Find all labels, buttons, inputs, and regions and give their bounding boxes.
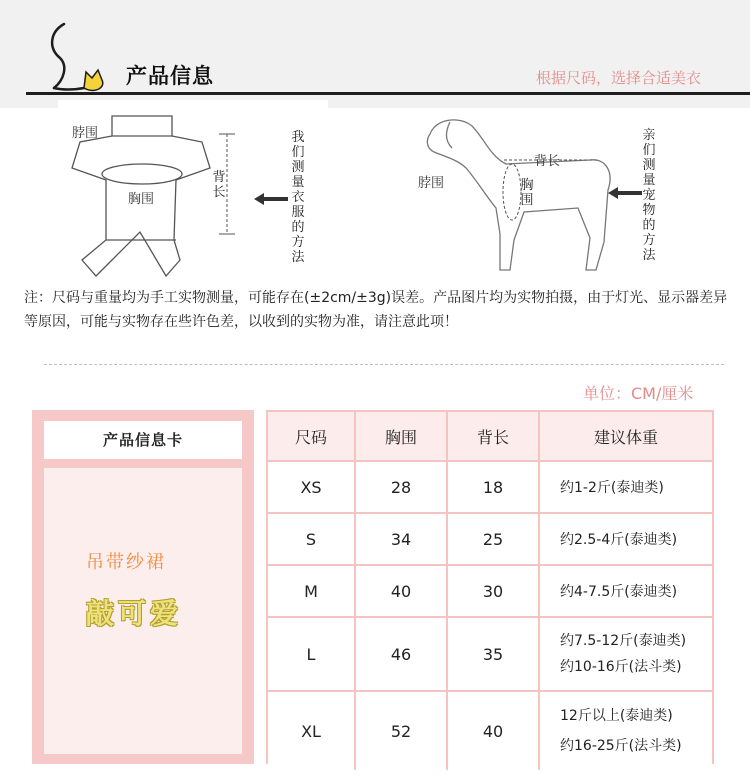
size-table [268, 412, 712, 770]
cell-chest: 34 [356, 512, 448, 564]
product-card-title: 产品信息卡 [44, 421, 242, 459]
dog-chest-label: 胸围 [520, 178, 534, 208]
cell-size: XS [268, 460, 356, 512]
length-label: 背长 [212, 170, 226, 200]
weight-line: 约7.5-12斤(泰迪类) [560, 633, 687, 649]
cell-chest: 40 [356, 564, 448, 616]
cell-length: 18 [448, 460, 540, 512]
dog-neck-label: 脖围 [418, 176, 445, 191]
page-subtitle: 根据尺码，选择合适美衣 [536, 69, 702, 87]
cell-chest: 52 [356, 690, 448, 770]
product-name: 吊带纱裙 [86, 552, 166, 573]
clothes-method-text: 我们测量衣服的方法 [291, 130, 305, 265]
table-row [268, 690, 712, 770]
dog-method-text: 亲们测量宠物的方法 [642, 128, 656, 263]
cell-size: XL [268, 690, 356, 770]
cell-length: 40 [448, 690, 540, 770]
cell-weight [540, 690, 712, 770]
cell-size: M [268, 564, 356, 616]
weight-line: 约4-7.5斤(泰迪类) [560, 584, 678, 600]
weight-line: 约2.5-4斤(泰迪类) [560, 532, 678, 548]
table-header-row [268, 412, 712, 460]
header-chest: 胸围 [356, 412, 448, 460]
cell-weight [540, 564, 712, 616]
header-length: 背长 [448, 412, 540, 460]
cell-length: 30 [448, 564, 540, 616]
product-slogan: 敲可爱 [86, 597, 183, 630]
cell-length: 25 [448, 512, 540, 564]
table-row [268, 564, 712, 616]
unit-label: 单位：CM/厘米 [583, 384, 694, 403]
header-rule [26, 92, 750, 95]
neck-label: 脖围 [72, 126, 99, 141]
cell-weight [540, 616, 712, 690]
disclaimer-note: 注：尺码与重量均为手工实物测量，可能存在(±2cm/±3g)误差。产品图片均为实物拍摄，由于灯光、显示器差异等原因，可能与实物存在些许色差，以收到的实物为准，请注意此项！ [24, 290, 728, 330]
cat-icon [40, 18, 110, 96]
cell-size: L [268, 616, 356, 690]
table-row [268, 512, 712, 564]
cell-size: S [268, 512, 356, 564]
divider [44, 364, 724, 365]
table-row [268, 616, 712, 690]
page-title: 产品信息 [126, 64, 214, 88]
weight-line: 约16-25斤(法斗类) [560, 738, 682, 754]
weight-line: 约1-2斤(泰迪类) [560, 480, 664, 496]
cell-weight [540, 460, 712, 512]
header-size: 尺码 [268, 412, 356, 460]
cell-chest: 46 [356, 616, 448, 690]
chest-label: 胸围 [128, 192, 155, 207]
table-row [268, 460, 712, 512]
arrow-left-icon [254, 192, 290, 206]
dog-length-label: 背长 [534, 154, 561, 169]
weight-line: 12斤以上(泰迪类) [560, 708, 673, 724]
weight-line: 约10-16斤(法斗类) [560, 659, 682, 675]
cell-length: 35 [448, 616, 540, 690]
cell-chest: 28 [356, 460, 448, 512]
cell-weight [540, 512, 712, 564]
header-weight: 建议体重 [540, 412, 712, 460]
arrow-left-icon [608, 186, 644, 200]
